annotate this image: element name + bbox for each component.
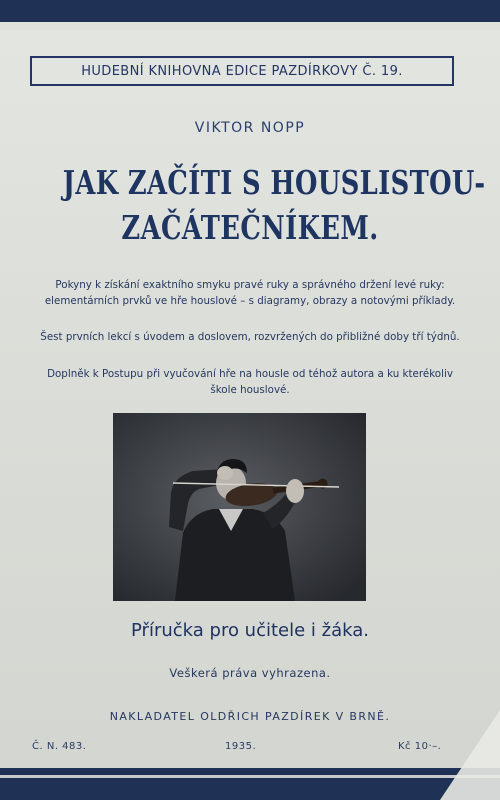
author-name: VIKTOR NOPP [194, 120, 306, 136]
title-line-2: ZAČÁTEČNÍKEM. [121, 208, 379, 247]
description-paragraph-2: Šest prvních lekcí s úvodem a doslovem, rozvržených do přibližné doby tří týdnů. [40, 331, 460, 343]
description-paragraph-1: Pokyny k získání exaktního smyku pravé ruky a správného držení levé ruky: elementárních prvků ve hře houslové – s diagramy, obrazy a notovými příklady. [44, 279, 456, 307]
violinist-photo [113, 413, 366, 601]
title-line-1: JAK ZAČÍTI S HOUSLISTOU- [62, 163, 486, 202]
violinist-illustration [113, 413, 366, 601]
top-border-stripe [0, 22, 500, 30]
bottom-border-stripe [0, 775, 500, 778]
description-paragraph-3: Doplněk k Postupu při vyučování hře na housle od téhož autora a ku kterékoliv škole houslové. [47, 368, 453, 396]
catalog-number: Č. N. 483. [32, 741, 87, 752]
handbook-subtitle: Příručka pro učitele i žáka. [131, 620, 369, 641]
book-title [62, 160, 486, 250]
torn-paper-corner [440, 710, 500, 800]
publisher-line: NAKLADATEL OLDŘICH PAZDÍREK V BRNĚ. [109, 710, 391, 723]
bottom-border-band [0, 768, 500, 800]
rights-reserved: Veškerá práva vyhrazena. [169, 666, 331, 680]
edition-series-text: HUDEBNÍ KNIHOVNA EDICE PAZDÍRKOVY Č. 19. [81, 63, 403, 79]
edition-series-box [30, 56, 454, 86]
price: Kč 10·–. [398, 741, 442, 752]
publication-year: 1935. [225, 741, 257, 752]
